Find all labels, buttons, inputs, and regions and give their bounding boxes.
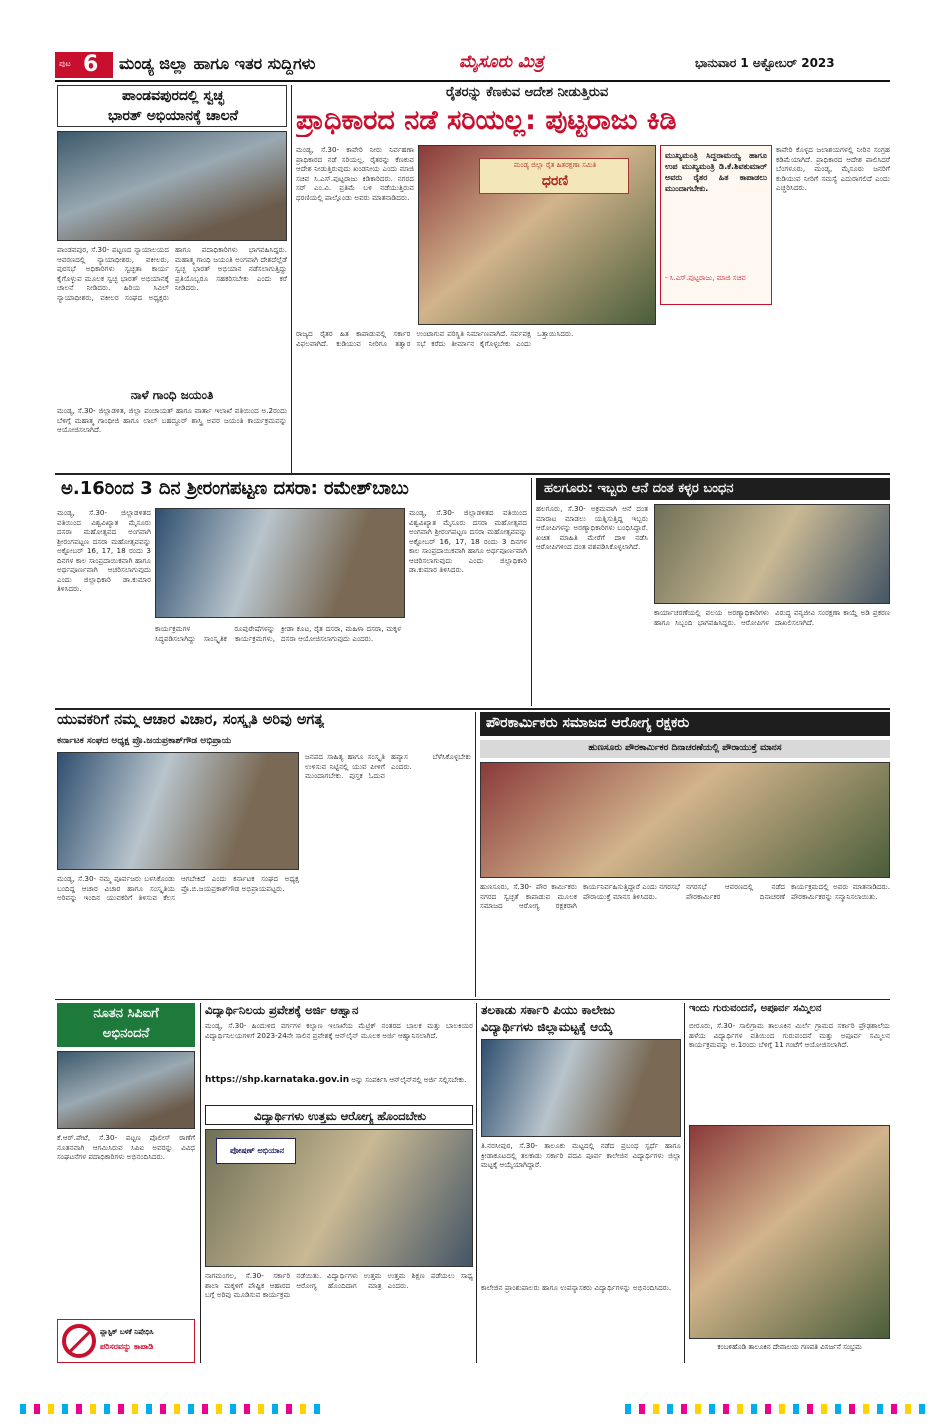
talakadu-headline-line2: ವಿದ್ಯಾರ್ಥಿಗಳು ಜಿಲ್ಲಾಮಟ್ಟಕ್ಕೆ ಆಯ್ಕೆ [481, 1020, 613, 1034]
dasara-body: ಮಂಡ್ಯ, ಸೆ.30- ಜಿಲ್ಲಾಡಳಿತದ ವತಿಯಿಂದ ವಿಶ್ವವಿಖ್ಯಾತ ಮೈಸೂರು ದಸರಾ ಮಹೋತ್ಸವದ ಅಂಗವಾಗಿ ಶ್ರೀರಂಗಪಟ್ಟಣ ದಸರಾ ಮಹೋತ್ಸವವನ್ನು ಅಕ್ಟೋಬರ್ 16, 17, 18 ರಂದು 3 ದಿನಗಳ ಕಾಲ ಸಾಂಪ್ರದಾಯಿಕವಾಗಿ ಹಾಗೂ ಅರ್ಥಪೂರ್ಣವಾಗಿ ಆಚರಿಸಲಾಗುವುದು ಎಂದು ಜಿಲ್ಲಾಧಿಕಾರಿ ಡಾ.ಕುಮಾರ ತಿಳಿಸಿದರು. [57, 508, 151, 593]
hostel-url-tail: ಅನ್ನು ಸಂಪರ್ಕಿಸಿ ಆನ್‌ಲೈನ್‌ನಲ್ಲಿ ಅರ್ಜಿ ಸಲ್ಲಿಸಬೇಕು. [351, 1076, 467, 1084]
guru-caption: ಕಂಬಳಿಹೊಡಿ ತಾಲೂಕಿನ ದೇವಾಲಯ ಗಣಪತಿ ವಿಸರ್ಜನೆ ಸಂಭ್ರಮ [717, 1343, 862, 1351]
swachh-story [57, 85, 287, 385]
pourakarmika-headline: ಪೌರಕಾರ್ಮಿಕರು ಸಮಾಜದ ಆರೋಗ್ಯ ರಕ್ಷಕರು [486, 715, 690, 731]
guru-headline: ಇಂದು ಗುರುವಂದನೆ, ಅಪೂರ್ವ ಸಮ್ಮಿಲನ [689, 1003, 822, 1014]
page-number-badge [55, 52, 113, 78]
youth-story [57, 712, 471, 997]
hostel-headline: ವಿದ್ಯಾರ್ಥಿನಿಲಯ ಪ್ರವೇಶಕ್ಕೆ ಅರ್ಜಿ ಆಹ್ವಾನ [205, 1003, 359, 1017]
guru-photo [689, 1125, 890, 1339]
column-divider-5 [476, 1003, 477, 1363]
cpi-headline-line2: ಅಭಿನಂದನೆ [102, 1026, 150, 1041]
page-number: 6 [83, 52, 99, 77]
pourakarmika-subhead-band [480, 740, 890, 758]
header-rule [55, 80, 890, 82]
talakadu-body: ತಿ.ನರಸೀಪುರ, ಸೆ.30- ತಾಲೂಕು ಮಟ್ಟದಲ್ಲಿ ನಡೆದ ಪ್ರಬಂಧ ಸ್ಪರ್ಧೆ ಹಾಗೂ ಕ್ರೀಡಾಕೂಟದಲ್ಲಿ ತಲಕಾಡು ಸರ್ಕಾರಿ ಪದವಿ ಪೂರ್ವ ಕಾಲೇಜಿನ ವಿದ್ಯಾರ್ಥಿಗಳು ಜಿಲ್ಲಾ ಮಟ್ಟಕ್ಕೆ ಆಯ್ಕೆಯಾಗಿದ್ದಾರೆ. [481, 1141, 681, 1169]
gandhi-story [57, 388, 287, 470]
hostel-url-line [205, 1075, 473, 1085]
cpi-headline-box [57, 1003, 195, 1047]
students-health-story [205, 1105, 473, 1363]
youth-headline: ಯುವಕರಿಗೆ ನಮ್ಮ ಆಚಾರ ವಿಚಾರ, ಸಂಸ್ಕೃತಿ ಅರಿವು ಅಗತ್ಯ [57, 712, 324, 728]
main-col2: ರಾಜ್ಯದ ರೈತರ ಹಿತ ಕಾಪಾಡುವಲ್ಲಿ ಸರ್ಕಾರ ವಿಫಲವಾಗಿದೆ. ಕುಡಿಯುವ ನೀರಿಗೂ ತತ್ವಾರ ಉಂಟಾಗುವ ಪರಿಸ್ಥಿತಿ ನಿರ್ಮಾಣವಾಗಿದೆ. ಸರ್ವಪಕ್ಷ ಸಭೆ ಕರೆದು ತೀರ್ಮಾನ ಕೈಗೊಳ್ಳಬೇಕು ಎಂದು ಒತ್ತಾಯಿಸಿದರು. [296, 329, 574, 348]
pourakarmika-photo [480, 762, 890, 878]
students-health-body: ನಾಗಮಂಗಲ, ಸೆ.30- ಸರ್ಕಾರಿ ಶಾಲಾ ಮಕ್ಕಳಿಗೆ ಪೌಷ್ಟಿಕ ಆಹಾರದ ಬಗ್ಗೆ ಅರಿವು ಮೂಡಿಸುವ ಕಾರ್ಯಕ್ರಮ ನಡೆಯಿತು. ವಿದ್ಯಾರ್ಥಿಗಳು ಉತ್ತಮ ಆರೋಗ್ಯ ಹೊಂದಿದಾಗ ಮಾತ್ರ ಉತ್ತಮ ಶಿಕ್ಷಣ ಪಡೆಯಲು ಸಾಧ್ಯ ಎಂದರು. [205, 1271, 473, 1299]
dharani-banner-text: ಮಂಡ್ಯ ಜಿಲ್ಲಾ ರೈತ ಹಿತರಕ್ಷಣಾ ಸಮಿತಿ [513, 161, 597, 169]
masthead-logo: ಮೈಸೂರು ಮಿತ್ರ [459, 52, 544, 72]
hostel-url-link[interactable]: https://shp.karnataka.gov.in [205, 1075, 350, 1085]
pourakarmika-body: ಹುಣಸೂರು, ಸೆ.30- ಪೌರ ಕಾರ್ಮಿಕರು ನಗರದ ಸ್ವಚ್ಛತೆ ಕಾಪಾಡುವ ಮೂಲಕ ಸಮಾಜದ ಆರೋಗ್ಯ ರಕ್ಷಕರಾಗಿ ಕಾರ್ಯನಿರ್ವಹಿಸುತ್ತಿದ್ದಾರೆ ಎಂದು ನಗರಸಭೆ ಪೌರಾಯುಕ್ತೆ ಮಾನಸ ತಿಳಿಸಿದರು. [480, 882, 680, 910]
pourakarmika-story [480, 712, 890, 997]
youth-body2: ಜನಪದ ಸಾಹಿತ್ಯ ಹಾಗೂ ಸಂಸ್ಕೃತಿ ಉಳಿಸುವ ನಿಟ್ಟಿನಲ್ಲಿ ಯುವ ಪೀಳಿಗೆ ಮುಂದಾಗಬೇಕು. ಪುಸ್ತಕ ಓದುವ ಹವ್ಯಾಸ ಬೆಳೆಸಿಕೊಳ್ಳಬೇಕು ಎಂದರು. [305, 752, 471, 780]
youth-photo [57, 752, 299, 870]
column-divider-2 [531, 478, 532, 706]
main-story [296, 85, 890, 475]
page-header [55, 52, 895, 78]
page-label: ಪುಟ [59, 59, 71, 68]
halaguru-body: ಹಲಗೂರು, ಸೆ.30- ಅಕ್ರಮವಾಗಿ ಆನೆ ದಂತ ಮಾರಾಟ ಮಾಡಲು ಯತ್ನಿಸುತ್ತಿದ್ದ ಇಬ್ಬರು ಆರೋಪಿಗಳನ್ನು ಅರಣ್ಯಾಧಿಕಾರಿಗಳು ಬಂಧಿಸಿದ್ದಾರೆ. ಖಚಿತ ಮಾಹಿತಿ ಮೇರೆಗೆ ದಾಳಿ ನಡೆಸಿ ಆರೋಪಿಗಳಿಂದ ದಂತ ವಶಪಡಿಸಿಕೊಳ್ಳಲಾಗಿದೆ. [536, 504, 648, 551]
youth-subhead: ಕರ್ನಾಟಕ ಸಂಘದ ಅಧ್ಯಕ್ಷ ಪ್ರೊ.ಜಯಪ್ರಕಾಶ್‌ಗೌಡ ಅಭಿಪ್ರಾಯ [57, 736, 232, 746]
halaguru-photo [654, 504, 890, 604]
dasara-photo [155, 508, 405, 618]
swachh-headline-line2: ಭಾರತ್ ಅಭಿಯಾನಕ್ಕೆ ಚಾಲನೆ [107, 108, 239, 124]
dharani-banner-text2: ಧರಣಿ [541, 173, 569, 189]
students-health-headline-box [205, 1105, 473, 1125]
gandhi-body: ಮಂಡ್ಯ, ಸೆ.30- ಜಿಲ್ಲಾಡಳಿತ, ಜಿಲ್ಲಾ ಪಂಚಾಯತ್ ಹಾಗೂ ವಾರ್ತಾ ಇಲಾಖೆ ವತಿಯಿಂದ ಅ.2ರಂದು ಬೆಳಿಗ್ಗೆ ಮಹಾತ್ಮ ಗಾಂಧೀಜಿ ಹಾಗೂ ಲಾಲ್ ಬಹದ್ದೂರ್ ಶಾಸ್ತ್ರಿ ಅವರ ಜಯಂತಿ ಕಾರ್ಯಕ್ರಮವನ್ನು ಆಯೋಜಿಸಲಾಗಿದೆ. [57, 406, 287, 434]
guru-body: ಬೀರೂರು, ಸೆ.30- ಸಾಲಿಗ್ರಾಮ ತಾಲೂಕಿನ ಮಿರ್ಲೆ ಗ್ರಾಮದ ಸರ್ಕಾರಿ ಪ್ರೌಢಶಾಲೆಯ ಹಳೆಯ ವಿದ್ಯಾರ್ಥಿಗಳ ವತಿಯಿಂದ ಗುರುವಂದನೆ ಮತ್ತು ಅಪೂರ್ವ ಸಮ್ಮಿಲನ ಕಾರ್ಯಕ್ರಮವನ್ನು ಅ.1ರಂದು ಬೆಳಿಗ್ಗೆ 11 ಗಂಟೆಗೆ ಆಯೋಜಿಸಲಾಗಿದೆ. [689, 1021, 890, 1049]
halaguru-body2: ಕಾರ್ಯಾಚರಣೆಯಲ್ಲಿ ವಲಯ ಅರಣ್ಯಾಧಿಕಾರಿಗಳು ಹಾಗೂ ಸಿಬ್ಬಂದಿ ಭಾಗವಹಿಸಿದ್ದರು. ಆರೋಪಿಗಳ ವಿರುದ್ಧ ವನ್ಯಜೀವಿ ಸಂರಕ್ಷಣಾ ಕಾಯ್ದೆ ಅಡಿ ಪ್ರಕರಣ ದಾಖಲಿಸಲಾಗಿದೆ. [654, 608, 890, 627]
cpi-photo [57, 1051, 195, 1129]
halaguru-headline-band [536, 478, 890, 500]
students-health-banner-text: ಪೋಷಣ್ ಅಭಿಯಾನ [229, 1146, 285, 1155]
dasara-body2: ಕಾರ್ಯಕ್ರಮಗಳ ರೂಪುರೇಷೆಗಳನ್ನು ಸಿದ್ಧಪಡಿಸಲಾಗಿದ್ದು ಸಾಂಸ್ಕೃತಿಕ ಕಾರ್ಯಕ್ರಮಗಳು, ಕ್ರೀಡಾ ಕೂಟ, ರೈತ ದಸರಾ, ಮಹಿಳಾ ದಸರಾ, ಮಕ್ಕಳ ದಸರಾ ಆಯೋಜಿಸಲಾಗುವುದು ಎಂದರು. [155, 624, 401, 643]
plastic-ad [57, 1319, 195, 1363]
dasara-story [57, 478, 527, 703]
registration-marks-right [625, 1404, 925, 1414]
no-plastic-icon [62, 1324, 96, 1358]
main-kicker: ರೈತರನ್ನು ಕೆಣಕುವ ಆದೇಶ ನೀಡುತ್ತಿರುವ [446, 85, 609, 100]
issue-date: ಭಾನುವಾರ 1 ಅಕ್ಟೋಬರ್ 2023 [695, 56, 835, 70]
hostel-body: ಮಂಡ್ಯ, ಸೆ.30- ಹಿಂದುಳಿದ ವರ್ಗಗಳ ಕಲ್ಯಾಣ ಇಲಾಖೆಯ ಮೆಟ್ರಿಕ್ ನಂತರದ ಬಾಲಕ ಮತ್ತು ಬಾಲಕಿಯರ ವಿದ್ಯಾರ್ಥಿನಿಲಯಗಳಿಗೆ 2023-24ನೇ ಸಾಲಿನ ಪ್ರವೇಶಕ್ಕೆ ಆನ್‌ಲೈನ್ ಮೂಲಕ ಅರ್ಜಿ ಆಹ್ವಾನಿಸಲಾಗಿದೆ. [205, 1021, 473, 1040]
students-health-photo [205, 1129, 473, 1267]
cpi-headline-line1: ನೂತನ ಸಿಪಿಐಗೆ [93, 1006, 159, 1021]
swachh-headline-line1: ಪಾಂಡವಪುರದಲ್ಲಿ ಸ್ವಚ್ಛ [122, 88, 224, 104]
main-headline: ಪ್ರಾಧಿಕಾರದ ನಡೆ ಸರಿಯಲ್ಲ: ಪುಟ್ಟರಾಜು ಕಿಡಿ [296, 105, 677, 136]
pourakarmika-headline-band [480, 712, 890, 736]
plastic-ad-line1: ಪ್ಲಾಸ್ಟಿಕ್ ಬಳಕೆ ನಿಷೇಧಿಸಿ [100, 1328, 154, 1336]
cpi-body: ಕೆ.ಆರ್.ಪೇಟೆ, ಸೆ.30- ಪಟ್ಟಣ ಪೊಲೀಸ್ ಠಾಣೆಗೆ ನೂತನವಾಗಿ ಆಗಮಿಸಿರುವ ಸಿಪಿಐ ಅವರನ್ನು ವಿವಿಧ ಸಂಘಟನೆಗಳ ಪದಾಧಿಕಾರಿಗಳು ಅಭಿನಂದಿಸಿದರು. [57, 1133, 195, 1161]
registration-marks-left [20, 1404, 320, 1414]
halaguru-story [536, 478, 890, 706]
talakadu-body2: ಕಾಲೇಜಿನ ಪ್ರಾಂಶುಪಾಲರು ಹಾಗೂ ಉಪನ್ಯಾಸಕರು ವಿದ್ಯಾರ್ಥಿಗಳನ್ನು ಅಭಿನಂದಿಸಿದರು. [481, 1283, 672, 1292]
students-health-headline: ವಿದ್ಯಾರ್ಥಿಗಳು ಉತ್ತಮ ಆರೋಗ್ಯ ಹೊಂದಬೇಕು [253, 1109, 426, 1123]
talakadu-headline-line1: ತಲಕಾಡು ಸರ್ಕಾರಿ ಪಿಯು ಕಾಲೇಜು [481, 1003, 615, 1017]
section-rule [55, 473, 890, 475]
column-divider-3 [475, 712, 476, 997]
students-health-banner [216, 1138, 296, 1164]
pourakarmika-body2: ನಗರಸಭೆ ಆವರಣದಲ್ಲಿ ನಡೆದ ಪೌರಕಾರ್ಮಿಕರ ದಿನಾಚರಣೆ ಕಾರ್ಯಕ್ರಮದಲ್ಲಿ ಅವರು ಮಾತನಾಡಿದರು. ಪೌರಕಾರ್ಮಿಕರನ್ನು ಸನ್ಮಾನಿಸಲಾಯಿತು. [686, 882, 890, 901]
cpi-story [57, 1003, 197, 1363]
main-quote-box [660, 145, 772, 305]
column-divider-4 [200, 1003, 201, 1363]
main-col4: ಕಾವೇರಿ ಕೊಳ್ಳದ ಜಲಾಶಯಗಳಲ್ಲಿ ನೀರಿನ ಸಂಗ್ರಹ ಕಡಿಮೆಯಾಗಿದೆ. ಪ್ರಾಧಿಕಾರದ ಆದೇಶ ಪಾಲಿಸಿದರೆ ಬೆಂಗಳೂರು, ಮಂಡ್ಯ, ಮೈಸೂರು ಜನರಿಗೆ ಕುಡಿಯುವ ನೀರಿಗೆ ಸಮಸ್ಯೆ ಎದುರಾಗಲಿದೆ ಎಂದು ಎಚ್ಚರಿಸಿದರು. [776, 145, 890, 192]
swachh-headline-box [57, 85, 287, 127]
halaguru-headline: ಹಲಗೂರು: ಇಬ್ಬರು ಆನೆ ದಂತ ಕಳ್ಳರ ಬಂಧನ [544, 481, 734, 496]
guru-story [689, 1003, 890, 1363]
main-col1: ಮಂಡ್ಯ, ಸೆ.30- ಕಾವೇರಿ ನೀರು ನಿರ್ವಹಣಾ ಪ್ರಾಧಿಕಾರದ ನಡೆ ಸರಿಯಲ್ಲ. ರೈತರನ್ನು ಕೆಣಕುವ ಆದೇಶ ನೀಡುತ್ತಿರುವುದು ಖಂಡನೀಯ ಎಂದು ಮಾಜಿ ಸಚಿವ ಸಿ.ಎಸ್.ಪುಟ್ಟರಾಜು ಕಿಡಿಕಾರಿದರು. ನಗರದ ಸರ್ ಎಂ.ವಿ. ಪ್ರತಿಮೆ ಬಳಿ ನಡೆಯುತ್ತಿರುವ ಧರಣಿಯಲ್ಲಿ ಪಾಲ್ಗೊಂಡು ಅವರು ಮಾತನಾಡಿದರು. [296, 145, 414, 202]
swachh-body: ಪಾಂಡವಪುರ, ಸೆ.30- ಪಟ್ಟಣದ ನ್ಯಾಯಾಲಯದ ಆವರಣದಲ್ಲಿ ನ್ಯಾಯಾಧೀಶರು, ವಕೀಲರು, ಪುರಸಭೆ ಅಧಿಕಾರಿಗಳು ಸ್ವಚ್ಛತಾ ಕಾರ್ಯ ಕೈಗೊಳ್ಳುವ ಮೂಲಕ ಸ್ವಚ್ಛ ಭಾರತ್ ಅಭಿಯಾನಕ್ಕೆ ಚಾಲನೆ ನೀಡಿದರು. ಹಿರಿಯ ಸಿವಿಲ್ ನ್ಯಾಯಾಧೀಶರು, ವಕೀಲರ ಸಂಘದ ಅಧ್ಯಕ್ಷರು ಹಾಗೂ ಪದಾಧಿಕಾರಿಗಳು ಭಾಗವಹಿಸಿದ್ದರು. ಮಹಾತ್ಮ ಗಾಂಧಿ ಜಯಂತಿ ಅಂಗವಾಗಿ ದೇಶದೆಲ್ಲೆಡೆ ಸ್ವಚ್ಛ ಭಾರತ್ ಅಭಿಯಾನ ನಡೆಸಲಾಗುತ್ತಿದ್ದು ಪ್ರತಿಯೊಬ್ಬರೂ ಸಹಕರಿಸಬೇಕು ಎಂದು ಕರೆ ನೀಡಿದರು. [57, 245, 287, 302]
section-rule-2 [55, 708, 890, 710]
column-divider [291, 85, 292, 473]
main-quote-attribution: - ಸಿ.ಎಸ್.ಪುಟ್ಟರಾಜು, ಮಾಜಿ ಸಚಿವ [665, 274, 746, 282]
dasara-body3: ಮಂಡ್ಯ, ಸೆ.30- ಜಿಲ್ಲಾಡಳಿತದ ವತಿಯಿಂದ ವಿಶ್ವವಿಖ್ಯಾತ ಮೈಸೂರು ದಸರಾ ಮಹೋತ್ಸವದ ಅಂಗವಾಗಿ ಶ್ರೀರಂಗಪಟ್ಟಣ ದಸರಾ ಮಹೋತ್ಸವವನ್ನು ಅಕ್ಟೋಬರ್ 16, 17, 18 ರಂದು 3 ದಿನಗಳ ಕಾಲ ಸಾಂಪ್ರದಾಯಿಕವಾಗಿ ಹಾಗೂ ಅರ್ಥಪೂರ್ಣವಾಗಿ ಆಚರಿಸಲಾಗುವುದು ಎಂದು ಜಿಲ್ಲಾಧಿಕಾರಿ ಡಾ.ಕುಮಾರ ತಿಳಿಸಿದರು. [409, 508, 527, 574]
column-divider-6 [684, 1003, 685, 1363]
talakadu-photo [481, 1039, 681, 1137]
main-photo [418, 145, 656, 325]
gandhi-headline: ನಾಳೆ ಗಾಂಧಿ ಜಯಂತಿ [130, 388, 214, 402]
dharani-banner [479, 158, 629, 194]
swachh-photo [57, 131, 287, 241]
section-rule-3 [55, 999, 890, 1000]
plastic-ad-line2: ಪರಿಸರವನ್ನು ಕಾಪಾಡಿ [100, 1342, 154, 1351]
dasara-headline: ಅ.16ರಿಂದ 3 ದಿನ ಶ್ರೀರಂಗಪಟ್ಟಣ ದಸರಾ: ರಮೇಶ್‌ಬಾಬು [61, 478, 409, 499]
pourakarmika-subhead: ಹುಣಸೂರು ಪೌರಕಾರ್ಮಿಕರ ದಿನಾಚರಣೆಯಲ್ಲಿ ಪೌರಾಯುಕ್ತೆ ಮಾನಸ [588, 743, 782, 753]
youth-body: ಮಂಡ್ಯ, ಸೆ.30- ನಮ್ಮ ಪೂರ್ವಜರು ಬಳಸಿಕೊಂಡು ಬಂದಿದ್ದ ಆಚಾರ ವಿಚಾರ ಹಾಗೂ ಸಂಸ್ಕೃತಿಯ ಅರಿವನ್ನು ಇಂದಿನ ಯುವಕರಿಗೆ ತಿಳಿಸುವ ಕೆಲಸ ಆಗಬೇಕಿದೆ ಎಂದು ಕರ್ನಾಟಕ ಸಂಘದ ಅಧ್ಯಕ್ಷ ಪ್ರೊ.ಬಿ.ಜಯಪ್ರಕಾಶ್‌ಗೌಡ ಅಭಿಪ್ರಾಯಪಟ್ಟರು. [57, 874, 299, 902]
hostel-story [205, 1003, 473, 1103]
talakadu-story [481, 1003, 681, 1363]
main-quote: ಮುಖ್ಯಮಂತ್ರಿ ಸಿದ್ದರಾಮಯ್ಯ ಹಾಗೂ ಉಪ ಮುಖ್ಯಮಂತ್ರಿ ಡಿ.ಕೆ.ಶಿವಕುಮಾರ್ ಅವರು ರೈತರ ಹಿತ ಕಾಪಾಡಲು ಮುಂದಾಗಬೇಕು. [665, 151, 767, 193]
section-title: ಮಂಡ್ಯ ಜಿಲ್ಲಾ ಹಾಗೂ ಇತರ ಸುದ್ದಿಗಳು [119, 54, 316, 73]
